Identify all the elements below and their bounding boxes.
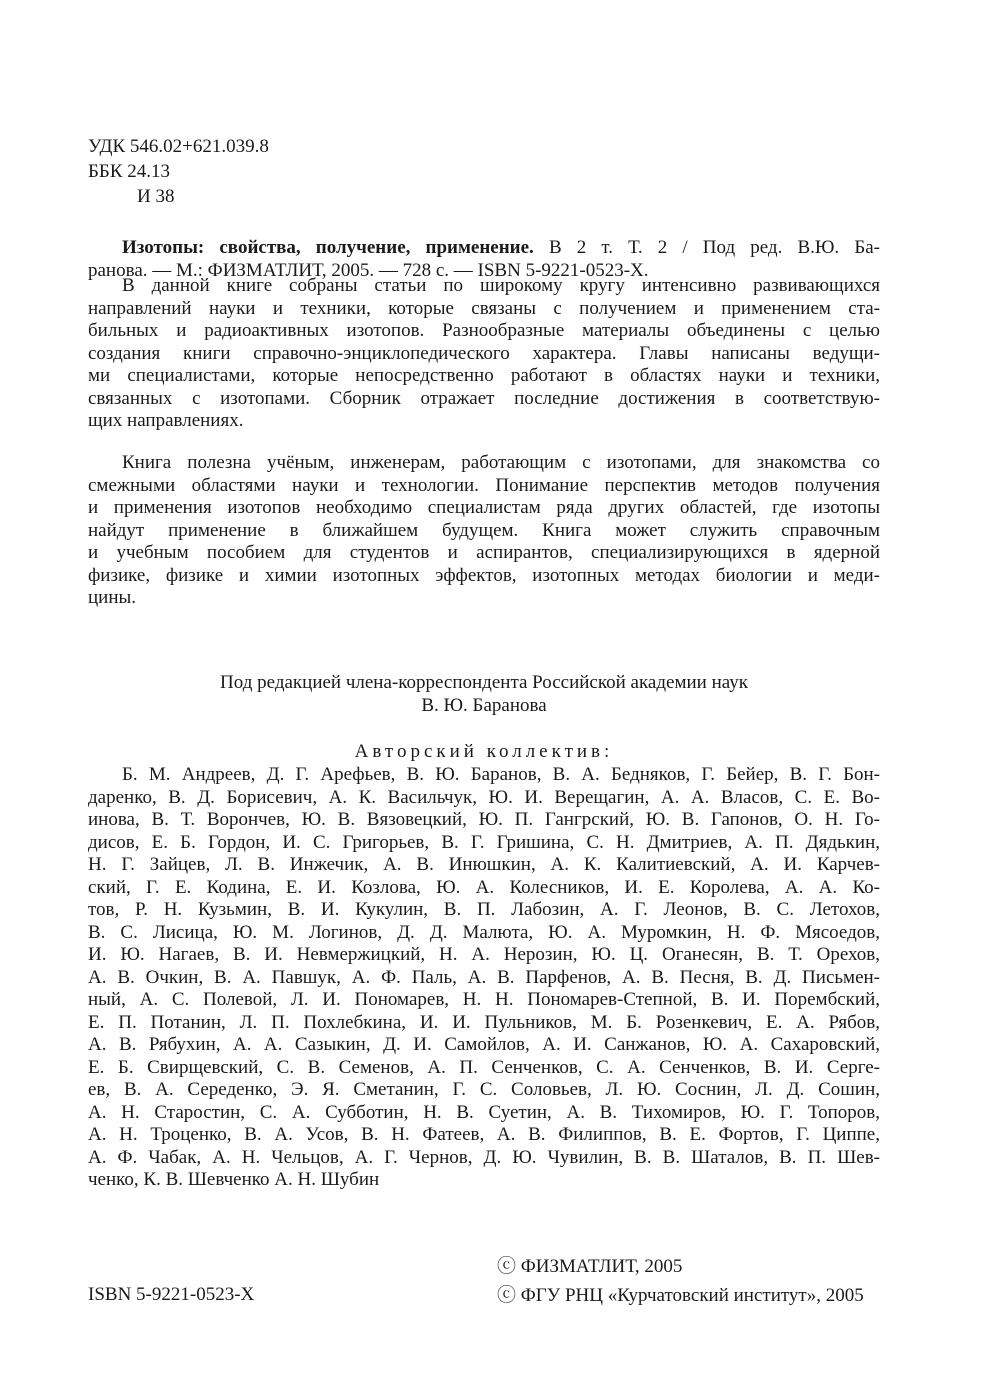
text-line: Е. Б. Свирщевский, С. В. Семенов, А. П. Сенченков, С. А. Сенченков, В. И. Серге- (88, 1056, 880, 1078)
isbn: ISBN 5-9221-0523-X (88, 1284, 255, 1305)
copyright-block (497, 1256, 864, 1307)
abstract-paragraph-1 (88, 275, 880, 433)
editor-block (88, 672, 880, 717)
text-line: А. Н. Троценко, В. А. Усов, В. Н. Фатеев, А. В. Филиппов, В. Е. Фортов, Г. Циппе, (88, 1124, 880, 1145)
classification-codes (88, 136, 269, 209)
text-line: щих направлениях. (88, 410, 244, 431)
authors-list (88, 764, 880, 1192)
text-line: найдут применение в ближайшем будущем. Книга может служить справочным (88, 519, 880, 541)
authors-heading: Авторский коллектив: (354, 741, 614, 762)
text-line: ченко, К. В. Шевченко А. Н. Шубин (88, 1169, 380, 1190)
text-line: Н. Г. Зайцев, Л. В. Инжечик, А. В. Инюшкин, А. К. Калитиевский, А. И. Карчев- (88, 854, 880, 875)
text-line: В данной книге собраны статьи по широкому кругу интенсивно развивающихся (122, 275, 880, 296)
text-line: И. Ю. Нагаев, В. И. Невмержицкий, Н. А. Нерозин, Ю. Ц. Оганесян, В. Т. Орехов, (88, 944, 880, 965)
bib-line2: ранова. — М.: ФИЗМАТЛИТ, 2005. — 728 с. — ISBN 5-9221-0523-X. (88, 259, 649, 281)
text-line: и учебным пособием для студентов и аспирантов, специализирующихся в ядерной (88, 542, 880, 563)
text-line: ев, В. А. Середенко, Э. Я. Сметанин, Г. С. Соловьев, Л. Ю. Соснин, Л. Д. Сошин, (88, 1079, 880, 1100)
copyright-kurchatov: ⓒ ФГУ РНЦ «Курчатовский институт», 2005 (497, 1284, 864, 1306)
bib-line1-rest: В 2 т. Т. 2 / Под ред. В.Ю. Ба- (533, 237, 880, 258)
text-line: А. Ф. Чабак, А. Н. Чельцов, А. Г. Чернов, Д. Ю. Чувилин, В. В. Шаталов, В. П. Шев- (88, 1146, 880, 1168)
text-line: Е. П. Потанин, Л. П. Похлебкина, И. И. Пульников, М. Б. Розенкевич, Е. А. Рябов, (88, 1011, 880, 1033)
abstract-paragraph-2 (88, 452, 880, 610)
text-line: тов, Р. Н. Кузьмин, В. И. Кукулин, В. П. Лабозин, А. Г. Леонов, В. С. Летохов, (88, 899, 880, 920)
text-line: физике, физике и химии изотопных эффектов, изотопных методах биологии и меди- (88, 564, 880, 586)
text-line: инова, В. Т. Ворончев, Ю. В. Вязовецкий, Ю. П. Гангрский, Ю. В. Гапонов, О. Н. Го- (88, 809, 880, 830)
bbk-code: ББК 24.13 (88, 160, 170, 182)
text-line: Книга полезна учёным, инженерам, работающим с изотопами, для знакомства со (122, 452, 880, 473)
author-mark: И 38 (137, 186, 175, 207)
text-line: ский, Г. Е. Кодина, Е. И. Козлова, Ю. А. Колесников, И. Е. Королева, А. А. Ко- (88, 876, 880, 898)
text-line: создания книги справочно-энциклопедического характера. Главы написаны ведущи- (88, 342, 880, 364)
text-line: А. В. Рябухин, А. А. Сазыкин, Д. И. Самойлов, А. И. Санжанов, Ю. А. Сахаровский, (88, 1034, 880, 1055)
copyright-fizmatlit: ⓒ ФИЗМАТЛИТ, 2005 (497, 1256, 683, 1277)
text-line: даренко, В. Д. Борисевич, А. К. Васильчук, Ю. И. Верещагин, А. А. Власов, С. Е. Во- (88, 786, 880, 808)
text-line: ми специалистами, которые непосредственно работают в областях науки и техники, (88, 365, 880, 386)
text-line: бильных и радиоактивных изотопов. Разнообразные материалы объединены с целью (88, 320, 880, 341)
editor-line-1: Под редакцией члена-корреспондента Российской академии наук (220, 672, 748, 693)
udk-code: УДК 546.02+621.039.8 (88, 136, 269, 157)
text-line: дисов, Е. Б. Гордон, И. С. Григорьев, В. Г. Гришина, С. Н. Дмитриев, А. П. Дядькин, (88, 831, 880, 853)
text-line: Б. М. Андреев, Д. Г. Арефьев, В. Ю. Баранов, В. А. Бедняков, Г. Бейер, В. Г. Бон- (122, 764, 880, 785)
book-title: Изотопы: свойства, получение, применение. (122, 237, 534, 258)
text-line: смежными областями науки и технологии. Понимание перспектив методов получения (88, 474, 880, 496)
text-line: связанных с изотопами. Сборник отражает последние достижения в соответствую- (88, 387, 880, 409)
text-line: цины. (88, 587, 137, 608)
text-line: В. С. Лисица, Ю. М. Логинов, Д. Д. Малюта, Ю. А. Муромкин, Н. Ф. Мясоедов, (88, 921, 880, 943)
text-line: ный, А. С. Полевой, Л. И. Пономарев, Н. Н. Пономарев-Степной, В. И. Порембский, (88, 989, 880, 1010)
text-line: А. В. Очкин, В. А. Павшук, А. Ф. Паль, А. В. Парфенов, А. В. Песня, В. Д. Письмен- (88, 966, 880, 988)
text-line: и применения изотопов необходимо специалистам ряда других областей, где изотопы (88, 497, 880, 518)
text-line: направлений науки и техники, которые связаны с получением и применением ста- (88, 297, 880, 319)
editor-name: В. Ю. Баранова (421, 694, 547, 716)
text-line: А. Н. Старостин, С. А. Субботин, Н. В. Суетин, А. В. Тихомиров, Ю. Г. Топоров, (88, 1101, 880, 1123)
